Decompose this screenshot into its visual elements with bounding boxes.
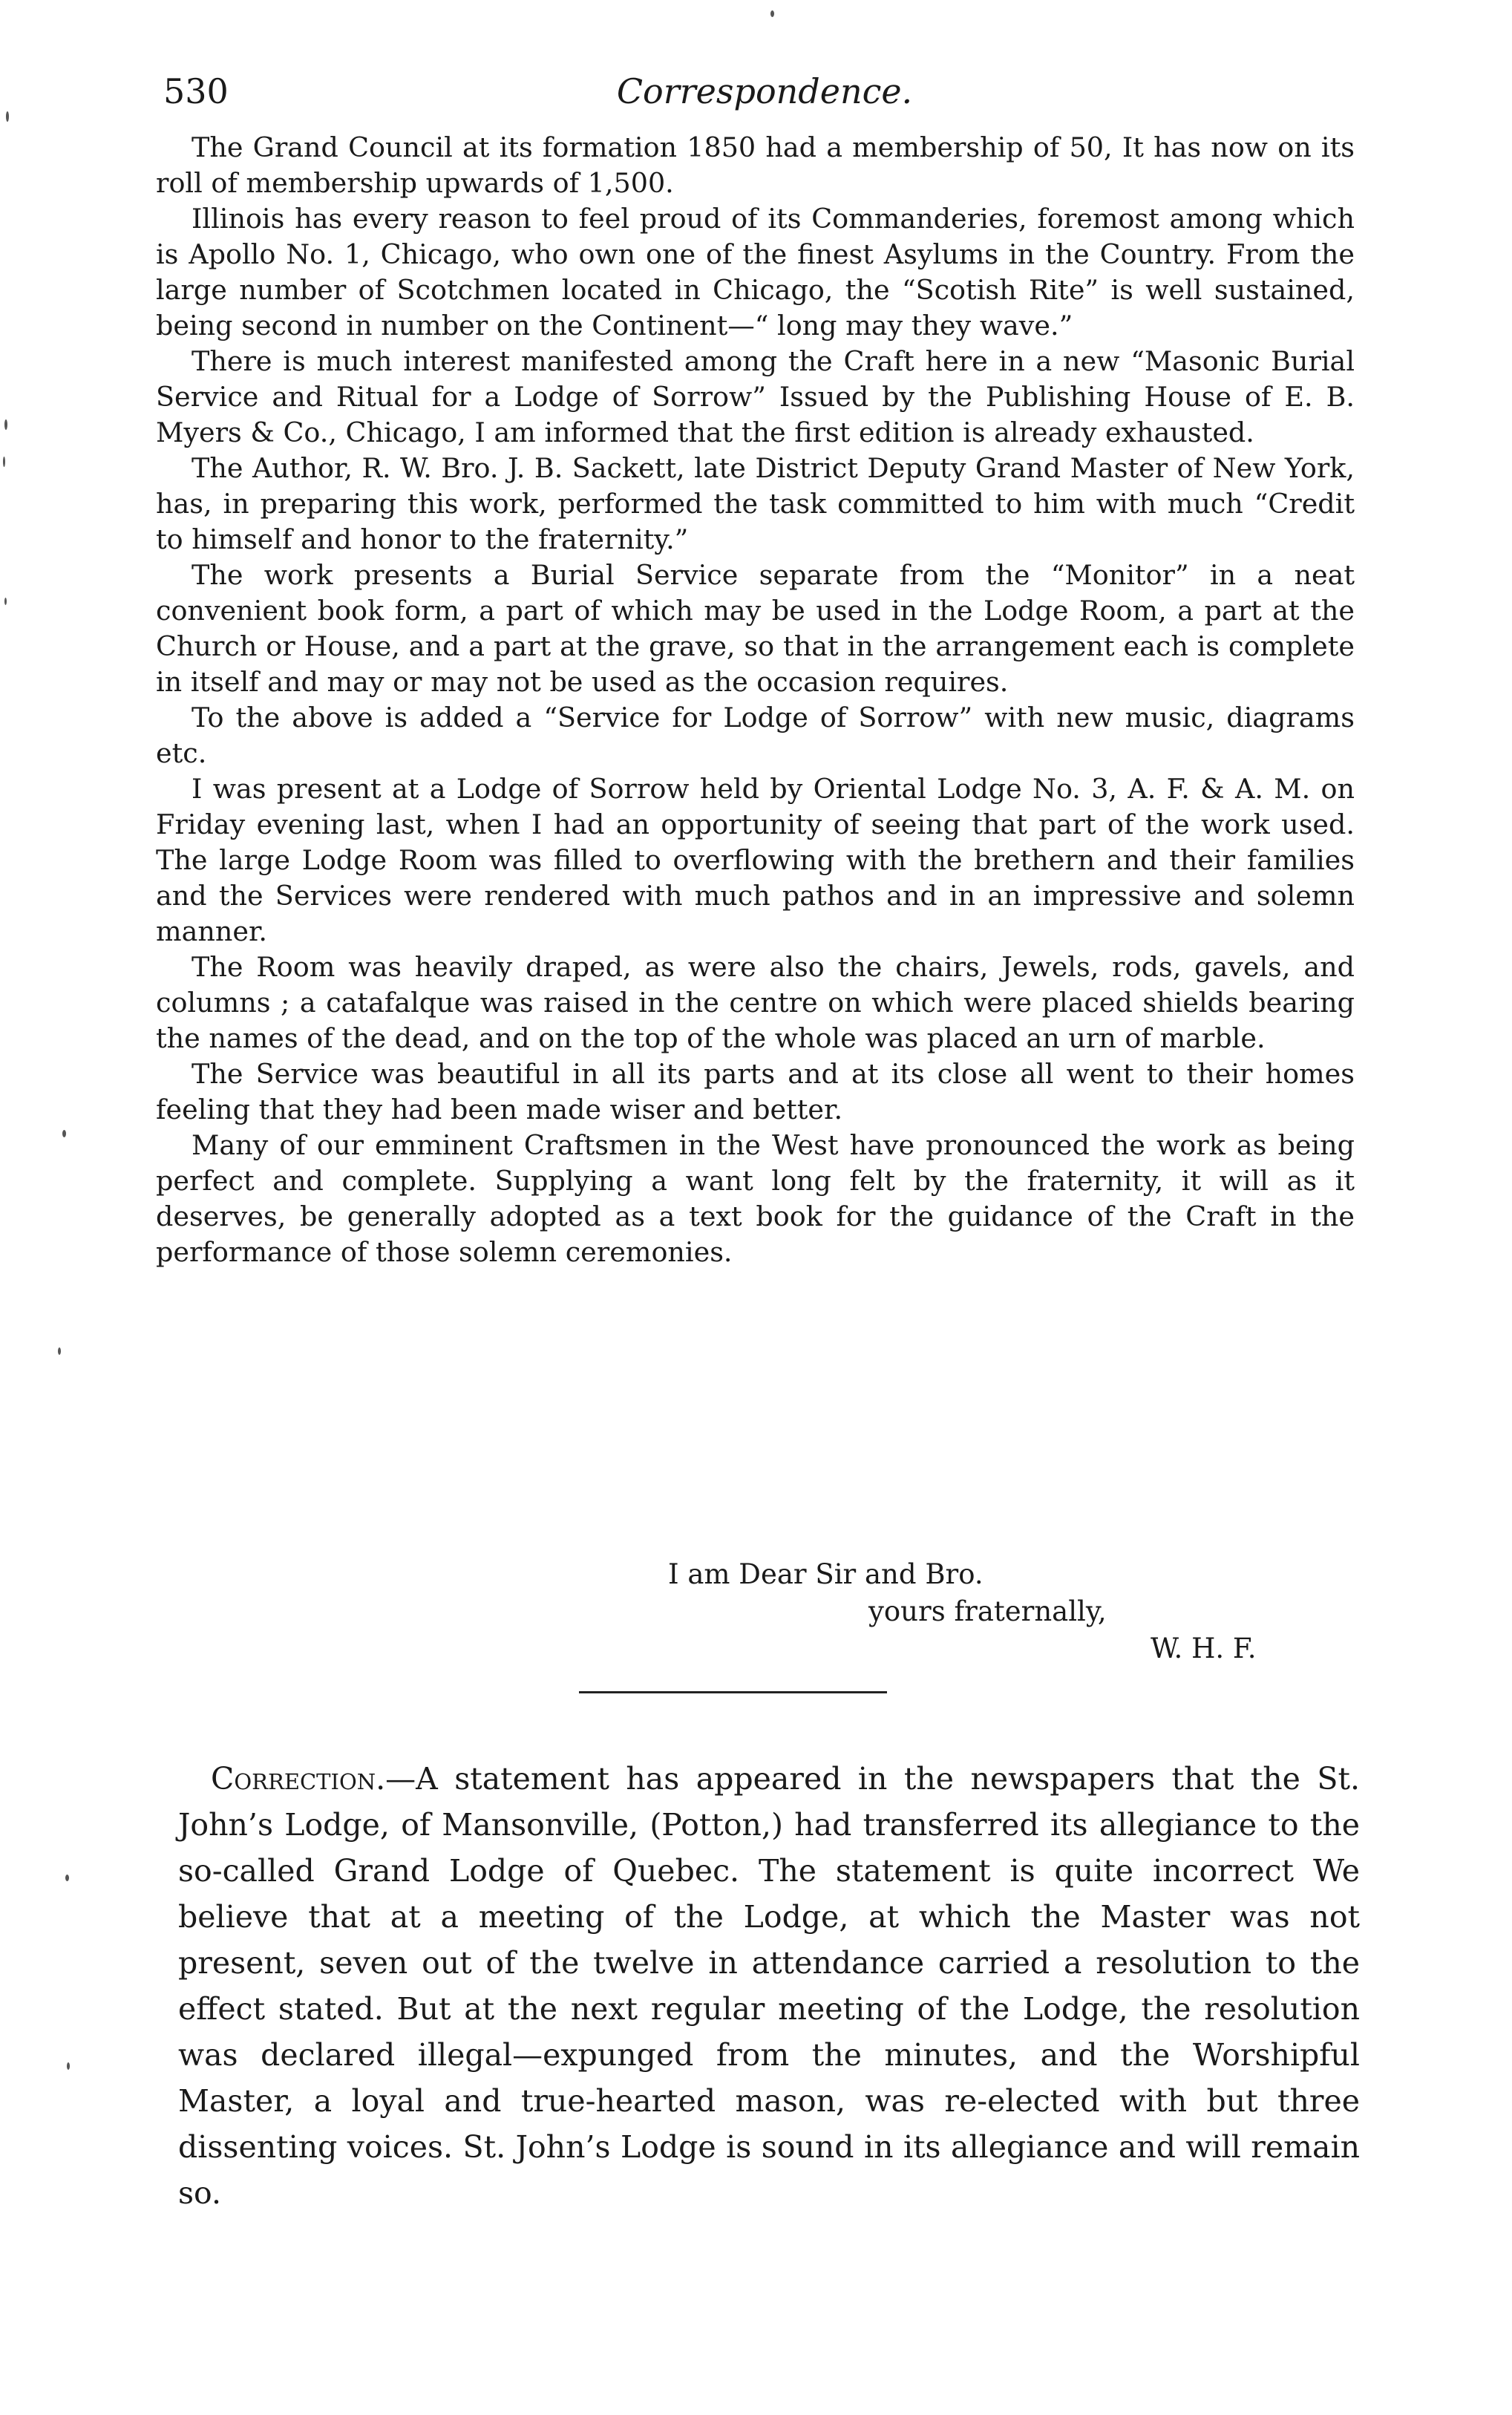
print-speck xyxy=(58,1347,61,1355)
print-speck xyxy=(6,111,9,122)
page-header xyxy=(163,71,1366,123)
print-speck xyxy=(770,10,774,17)
page-number: 530 xyxy=(163,71,229,111)
running-title: Correspondence. xyxy=(616,71,913,111)
letter-paragraph: The Service was beautiful in all its parts and at its close all went to their homes feeling that they had been made wiser and better. xyxy=(156,1058,1355,1125)
letter-paragraph: There is much interest manifested among the Craft here in a new “Masonic Burial Service and Ritual for a Lodge of Sorrow” Issued by the Publishing House of E. B. Myers & Co., Chicago, I am informed that the first edition is already exhausted. xyxy=(156,345,1355,448)
correction-heading: Correction. xyxy=(211,1761,386,1797)
letter-paragraph: Illinois has every reason to feel proud of its Commanderies, foremost among which is Apollo No. 1, Chicago, who own one of the finest Asylums in the Country. From the large number of Scotchmen located in Chicago, the “Scotish Rite” is well sustained, being second in number on the Continent—“ long may they wave.” xyxy=(156,203,1355,342)
letter-paragraph: To the above is added a “Service for Lodge of Sorrow” with new music, diagrams etc. xyxy=(156,702,1355,769)
letter-body xyxy=(156,130,1355,1270)
print-speck xyxy=(4,598,7,605)
letter-paragraph: I was present at a Lodge of Sorrow held by Oriental Lodge No. 3, A. F. & A. M. on Friday evening last, when I had an opportunity of seeing that part of the work used. The large Lodge Room was filled to overflowing with the brethern and their families and the Services were rendered with much pathos and in an impressive and solemn manner. xyxy=(156,773,1355,947)
letter-paragraph: Many of our emminent Craftsmen in the West have pronounced the work as being perfect and complete. Supplying a want long felt by the fraternity, it will as it deserves, be generally adopted as a text book for the guidance of the Craft in the performance of those solemn ceremonies. xyxy=(156,1129,1355,1268)
letter-paragraph: The Author, R. W. Bro. J. B. Sackett, late District Deputy Grand Master of New York, has, in preparing this work, performed the task committed to him with much “Credit to himself and honor to the fraternity.” xyxy=(156,452,1355,555)
print-speck xyxy=(67,2062,70,2070)
letter-paragraph: The work presents a Burial Service separate from the “Monitor” in a neat convenient book form, a part of which may be used in the Lodge Room, a part at the Church or House, and a part at the grave, so that in the arrangement each is complete in itself and may or may not be used as the occasion requires. xyxy=(156,559,1355,698)
signature: W. H. F. xyxy=(1151,1633,1257,1664)
closing-line: yours fraternally, xyxy=(868,1595,1107,1627)
print-speck xyxy=(65,1875,69,1881)
letter-paragraph: The Room was heavily draped, as were also the chairs, Jewels, rods, gavels, and columns ; a catafalque was raised in the centre on which were placed shields bearing the names of the dead, and on the top of the whole was placed an urn of marble. xyxy=(156,951,1355,1054)
print-speck xyxy=(62,1130,66,1137)
print-speck xyxy=(4,419,7,430)
print-speck xyxy=(3,457,5,467)
letter-paragraph: The Grand Council at its formation 1850 had a membership of 50, It has now on its roll of membership upwards of 1,500. xyxy=(156,131,1355,199)
closing-line: I am Dear Sir and Bro. xyxy=(668,1558,984,1590)
correction-notice xyxy=(178,1756,1360,2216)
correction-text: —A statement has appeared in the newspapers that the St. John’s Lodge, of Mansonville, (Potton,) had transferred its allegiance to the so-called Grand Lodge of Quebec. The statement is quite incorrect We believe that at a meeting of the Lodge, at which the Master was not present, seven out of the twelve in attendance carried a resolution to the effect stated. But at the next regular meeting of the Lodge, the resolution was declared illegal—expunged from the minutes, and the Worshipful Master, a loyal and true-hearted mason, was re-elected with but three dissenting voices. St. John’s Lodge is sound in its allegiance and will remain so. xyxy=(178,1761,1360,2211)
section-divider xyxy=(579,1691,887,1693)
